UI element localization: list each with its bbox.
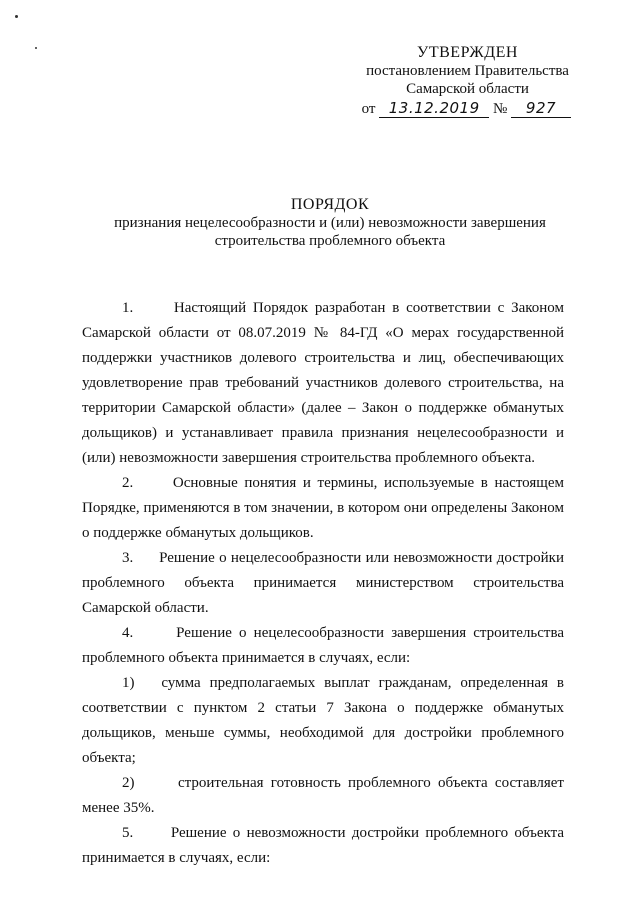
approved-heading: УТВЕРЖДЕН	[417, 44, 518, 61]
scan-speck	[35, 47, 37, 49]
paragraph-4: 4. Решение о нецелесообразности завершения строительства проблемного объекта принимается в случаях, если:	[82, 625, 564, 666]
paragraph-2: 2. Основные понятия и термины, используемые в настоящем Порядке, применяются в том значении, в котором они определены Законом о поддержке обманутых дольщиков.	[82, 475, 564, 541]
scan-speck	[15, 15, 18, 18]
paragraph-4-item-2: 2) строительная готовность проблемного объекта составляет менее 35%.	[82, 775, 564, 816]
document-title: ПОРЯДОК	[290, 196, 370, 213]
handwritten-date: 13.12.2019	[379, 99, 489, 118]
paragraph-5: 5. Решение о невозможности достройки проблемного объекта принимается в случаях, если:	[82, 825, 564, 866]
document-subtitle-line-1: признания нецелесообразности и (или) невозможности завершения	[114, 215, 546, 231]
approval-date-line	[360, 99, 575, 118]
approval-line-1: постановлением Правительства	[366, 63, 569, 79]
paragraph-4-item-1: 1) сумма предполагаемых выплат гражданам, определенная в соответствии с пунктом 2 статьи 7 Закона о поддержке обманутых дольщиков, меньше суммы, необходимой для достройки проблемного объекта;	[82, 675, 564, 766]
handwritten-number: 927	[511, 99, 571, 118]
document-subtitle-line-2: строительства проблемного объекта	[214, 233, 446, 249]
number-prefix: №	[492, 101, 508, 117]
approval-stamp-block	[360, 44, 575, 118]
paragraph-3: 3. Решение о нецелесообразности или невозможности достройки проблемного объекта принимается министерством строительства Самарской области.	[82, 550, 564, 616]
approval-line-2: Самарской области	[406, 81, 529, 97]
document-body	[82, 296, 564, 871]
paragraph-1: 1. Настоящий Порядок разработан в соответствии с Законом Самарской области от 08.07.2019 № 84-ГД «О мерах государственной поддержки участников долевого строительства и лиц, обеспечивающих удовлетворение прав требований участников долевого строительства, на территории Самарской области» (далее – Закон о поддержке обманутых дольщиков) и устанавливает правила признания нецелесообразности и (или) невозможности завершения строительства проблемного объекта.	[82, 300, 564, 466]
document-title-block	[60, 196, 600, 250]
date-prefix: от	[361, 101, 376, 117]
